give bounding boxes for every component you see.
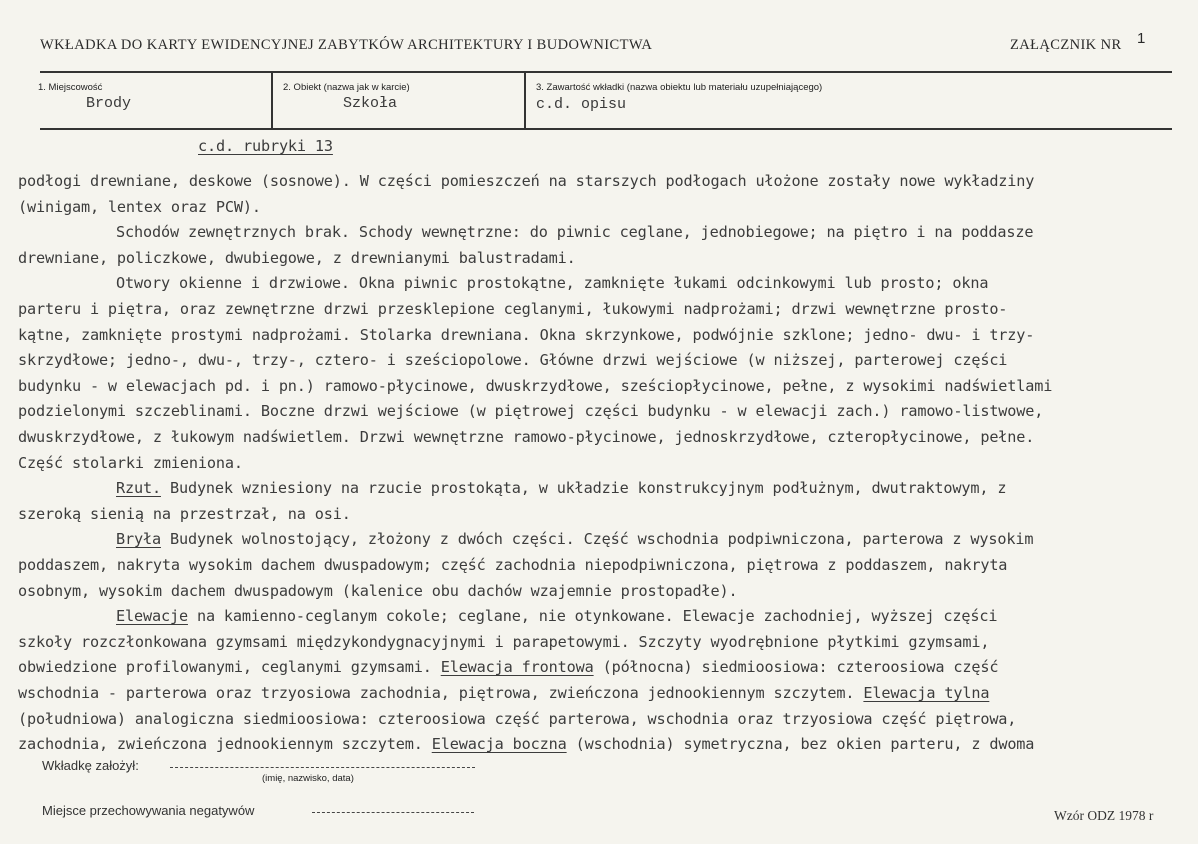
text-run: (wschodnia) symetryczna, bez okien parteru, z dwoma	[566, 735, 1035, 754]
text-line	[18, 453, 243, 473]
field-contents-value: c.d. opisu	[536, 96, 627, 113]
text-run: podłogi drewniane, deskowe (sosnowe). W części pomieszczeń na starszych podłogach ułożone zostały nowe wykładziny	[18, 172, 1035, 190]
text-run: szkoły rozczłonkowana gzymsami międzykondygnacyjnymi i parapetowymi. Szczyty wyodrębnione płytkimi gzymsami,	[18, 632, 990, 651]
attached-by-line	[170, 767, 475, 768]
annex-number: 1	[1137, 30, 1146, 47]
underlined-term: Elewacja boczna	[431, 735, 567, 754]
section-heading: c.d. rubryki 13	[198, 137, 333, 155]
text-run: budynku - w elewacjach pd. i pn.) ramowo-płycinowe, dwuskrzydłowe, sześciopłycinowe, pełne, z wysokimi nadświetlami	[18, 376, 1053, 395]
text-line	[18, 657, 998, 677]
text-run: Budynek wzniesiony na rzucie prostokąta, w układzie konstrukcyjnym podłużnym, dwutraktowym, z	[160, 479, 1007, 498]
text-run: Otwory okienne i drzwiowe. Okna piwnic prostokątne, zamknięte łukami odcinkowymi lub prosto; okna	[116, 274, 989, 293]
text-run: podzielonymi szczeblinami. Boczne drzwi wejściowe (w piętrowej części budynku - w elewacji zach.) ramowo-listwowe,	[18, 402, 1044, 421]
field-locality-label: 1. Miejscowość	[38, 82, 103, 93]
text-run: kątne, zamknięte prostymi nadprożami. Stolarka drewniana. Okna skrzynkowe, podwójnie szklone; jedno- dwu- i trzy-	[18, 325, 1035, 344]
text-line	[116, 222, 1033, 242]
text-line	[18, 248, 576, 268]
text-run: parteru i piętra, oraz zewnętrzne drzwi przesklepione ceglanymi, łukowymi nadprożami; drzwi wewnętrzne prosto-	[18, 300, 1008, 318]
form-code: Wzór ODZ 1978 r	[1054, 808, 1154, 823]
text-run: skrzydłowe; jedno-, dwu-, trzy-, cztero- i sześciopolowe. Główne drzwi wejściowe (w niższej, parterowej części	[18, 351, 1008, 370]
text-line	[18, 709, 1016, 729]
text-run: (północna) siedmioosiowa: czteroosiowa część	[593, 658, 999, 677]
negatives-line	[312, 812, 474, 813]
annex-label: ZAŁĄCZNIK NR	[1010, 37, 1122, 53]
text-run: drewniane, policzkowe, dwubiegowe, z drewnianymi balustradami.	[18, 248, 576, 267]
text-line	[18, 581, 738, 601]
underlined-term: Bryła	[116, 530, 161, 549]
text-line	[18, 683, 989, 703]
text-run: szeroką sienią na przestrzał, na osi.	[18, 504, 351, 523]
underlined-term: Elewacje	[116, 607, 188, 626]
text-run: Budynek wolnostojący, złożony z dwóch części. Część wschodnia podpiwniczona, parterowa z wysokim	[160, 530, 1034, 549]
text-run: (winigam, lentex oraz PCW).	[18, 197, 261, 216]
field-object-value: Szkoła	[343, 95, 398, 112]
text-run: dwuskrzydłowe, z łukowym nadświetlem. Drzwi wewnętrzne ramowo-płycinowe, jednoskrzydłowe, czteropłycinowe, pełne.	[18, 428, 1035, 446]
table-bottom-rule	[40, 128, 1172, 130]
text-run: wschodnia - parterowa oraz trzyosiowa zachodnia, piętrowa, zwieńczona jednookiennym szczytem.	[18, 684, 864, 702]
text-run: zachodnia, zwieńczona jednookiennym szczytem.	[18, 735, 432, 754]
text-line	[18, 632, 989, 652]
underlined-term: Rzut.	[116, 479, 161, 498]
text-line	[18, 427, 1034, 447]
table-divider-2	[524, 71, 526, 129]
field-locality-value: Brody	[86, 95, 132, 112]
form-title: WKŁADKA DO KARTY EWIDENCYJNEJ ZABYTKÓW ARCHITEKTURY I BUDOWNICTWA	[40, 37, 653, 53]
text-line	[18, 504, 351, 524]
underlined-term: Elewacja tylna	[863, 684, 990, 702]
text-line	[116, 273, 988, 293]
text-line	[18, 171, 1034, 191]
text-line	[116, 529, 1033, 549]
text-line	[18, 734, 1034, 754]
text-line	[116, 478, 1006, 498]
text-run: (południowa) analogiczna siedmioosiowa: czteroosiowa część parterowa, wschodnia oraz trzyosiowa część piętrowa,	[18, 709, 1017, 728]
text-run: osobnym, wysokim dachem dwuspadowym (kalenice obu dachów wzajemnie prostopadłe).	[18, 581, 738, 600]
text-line	[18, 197, 261, 217]
attached-by-hint: (imię, nazwisko, data)	[262, 773, 354, 784]
attached-by-label: Wkładkę założył:	[42, 758, 139, 773]
text-run: poddaszem, nakryta wysokim dachem dwuspadowym; część zachodnia niepodpiwniczona, piętrowa z poddaszem, nakryta	[18, 556, 1008, 574]
negatives-label: Miejsce przechowywania negatywów	[42, 803, 255, 818]
table-top-rule	[40, 71, 1172, 73]
field-contents-label: 3. Zawartość wkładki (nazwa obiektu lub materiału uzupełniającego)	[536, 82, 823, 93]
text-run: obwiedzione profilowanymi, ceglanymi gzymsami.	[18, 658, 441, 677]
text-line	[116, 606, 997, 626]
table-divider-1	[271, 71, 273, 129]
text-run: Część stolarki zmieniona.	[18, 453, 243, 472]
field-object-label: 2. Obiekt (nazwa jak w karcie)	[283, 82, 410, 93]
text-line	[18, 376, 1052, 396]
text-run: Schodów zewnętrznych brak. Schody wewnętrzne: do piwnic ceglane, jednobiegowe; na piętro i na poddasze	[116, 223, 1034, 242]
text-line	[18, 350, 1007, 370]
text-line	[18, 555, 1007, 575]
text-run: na kamienno-ceglanym cokole; ceglane, nie otynkowane. Elewacje zachodniej, wyższej części	[187, 607, 998, 626]
underlined-term: Elewacja frontowa	[440, 658, 594, 677]
text-line	[18, 401, 1043, 421]
text-line	[18, 325, 1034, 345]
text-line	[18, 299, 1007, 319]
